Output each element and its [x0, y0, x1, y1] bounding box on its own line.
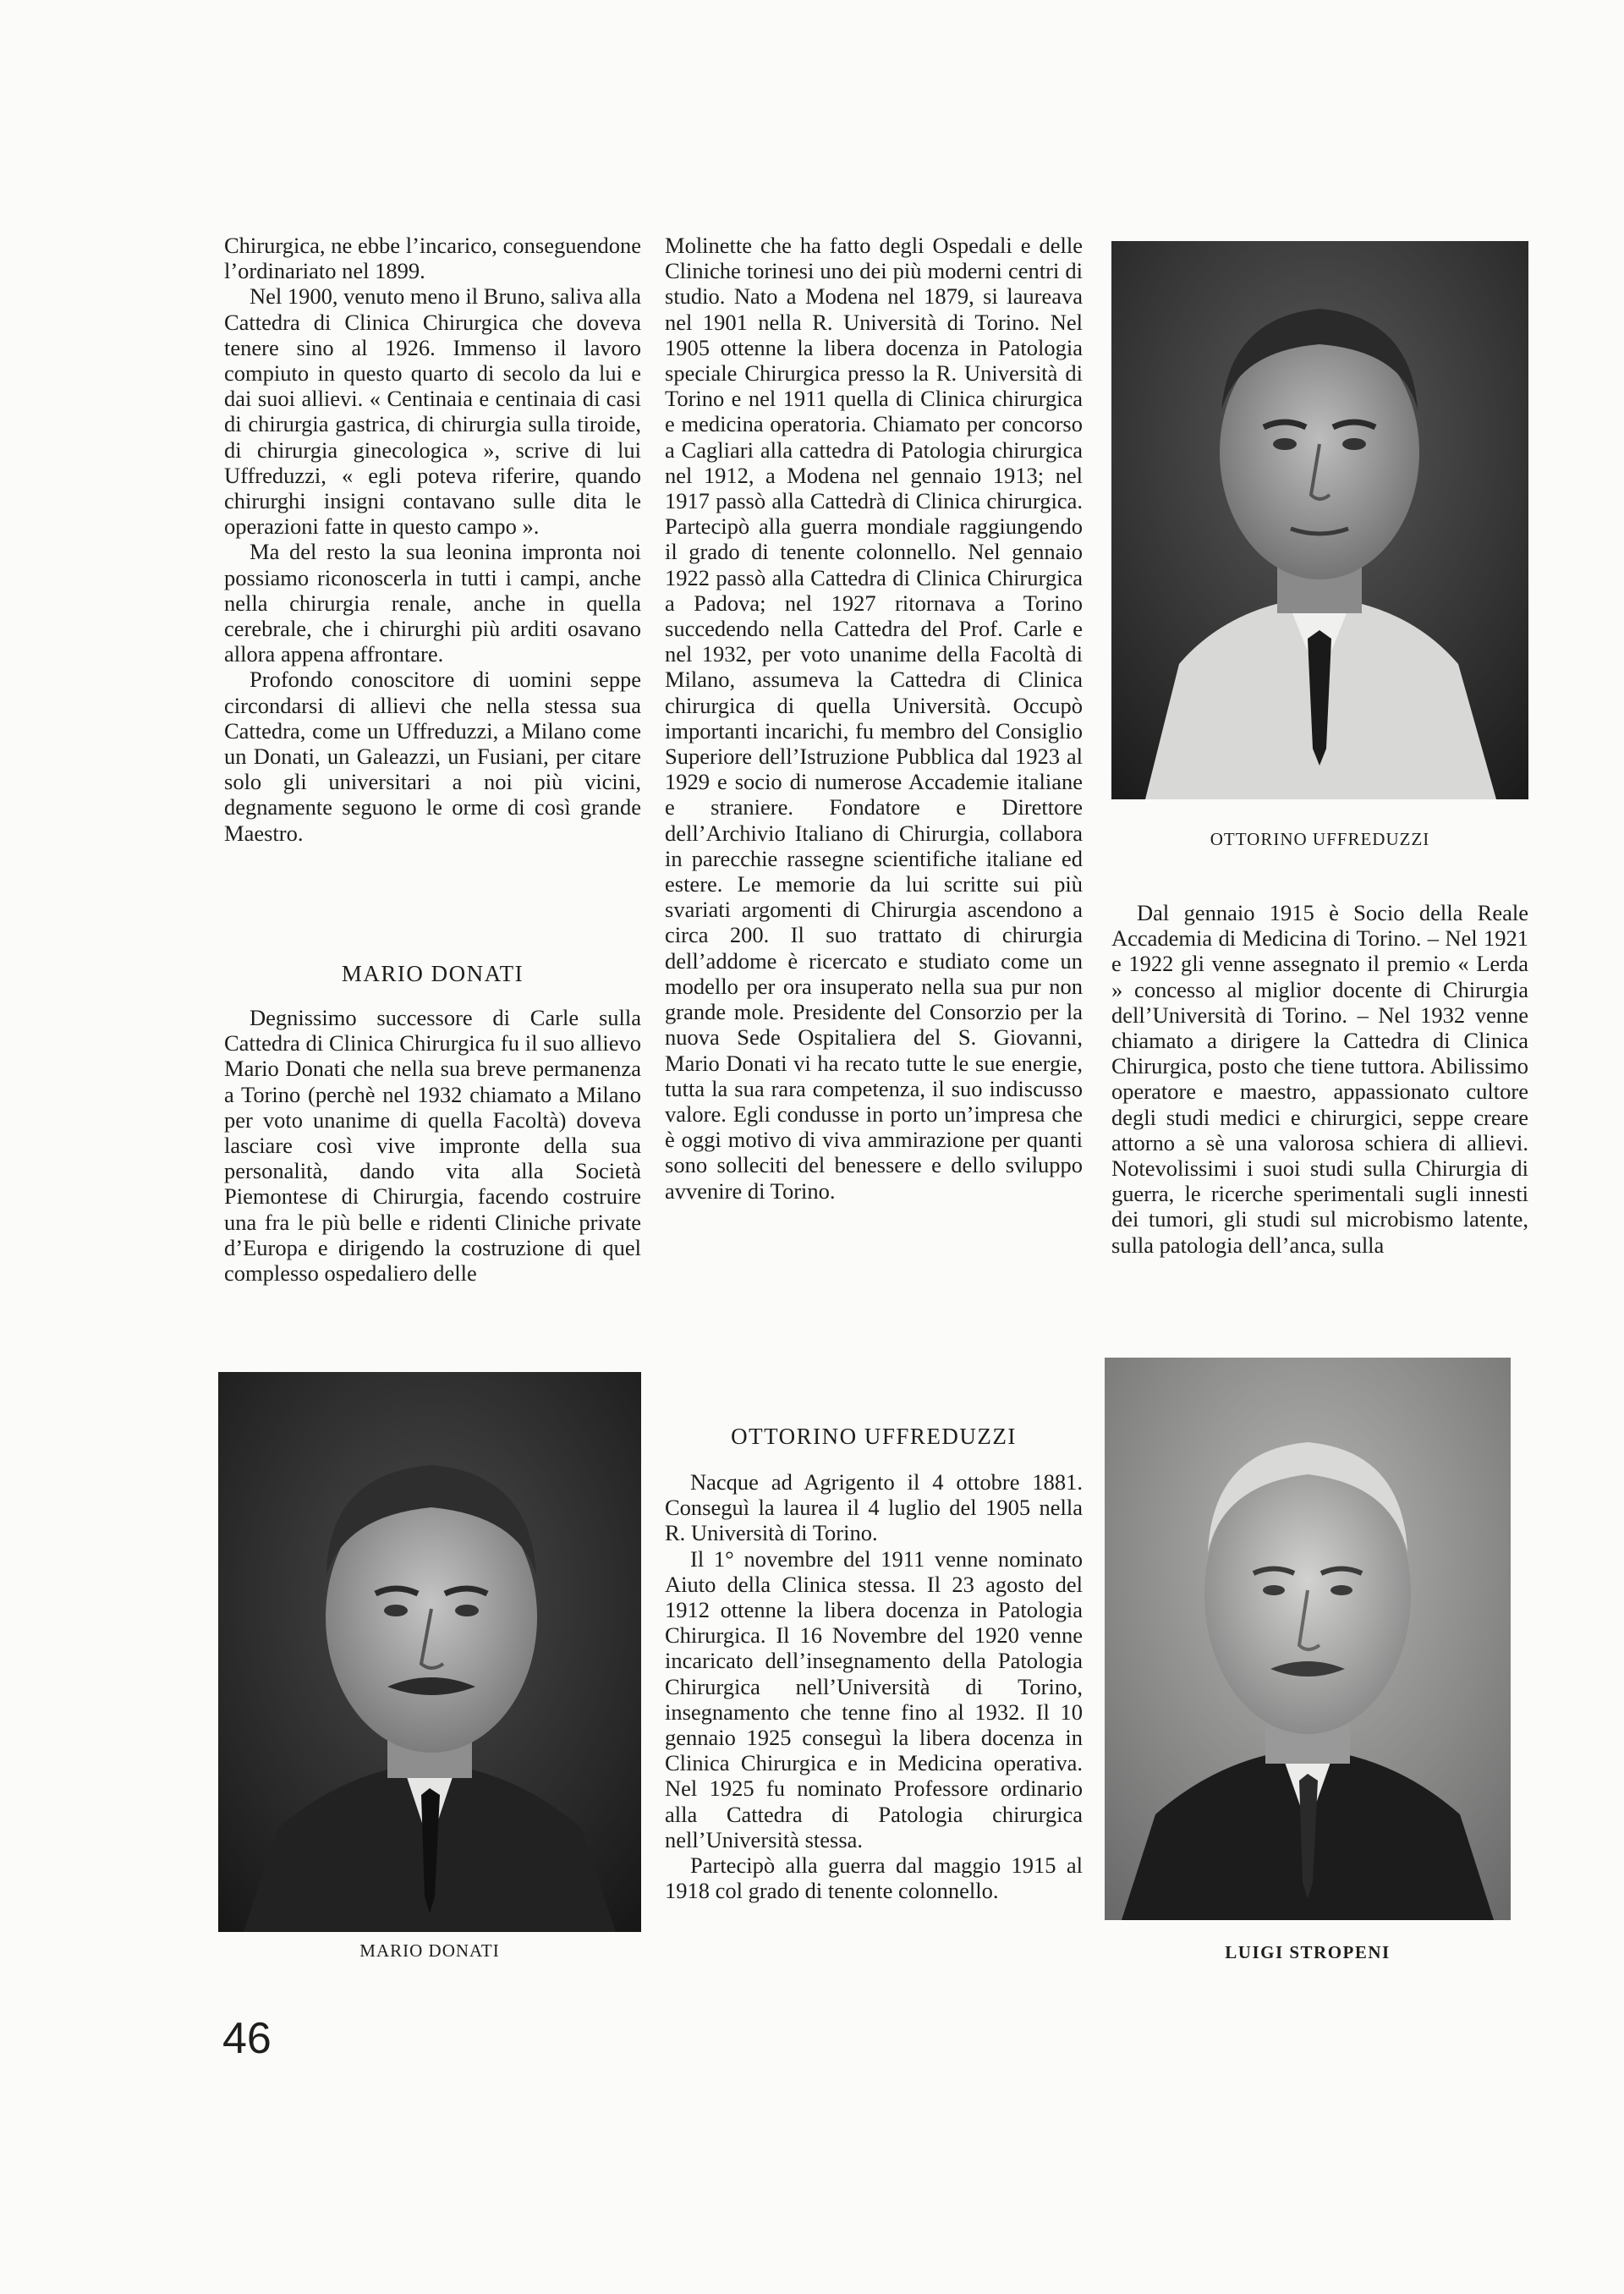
portrait-image [1111, 241, 1528, 799]
paragraph: Partecipò alla guerra dal maggio 1915 al 1918 col grado di tenente colonnello. [665, 1852, 1083, 1904]
section-heading-ottorino-uffreduzzi: OTTORINO UFFREDUZZI [731, 1424, 1017, 1449]
section-heading-mario-donati: MARIO DONATI [341, 961, 524, 986]
paragraph: Molinette che ha fatto degli Ospedali e delle Cliniche torinesi uno dei più moderni centri di studio. Nato a Modena nel 1879, si laureava nel 1901 nella R. Università di Torino. Nel 1905 ottenne la libera docenza in Patologia speciale Chirurgica presso la R. Università di Torino e nel 1911 quella di Clinica chirurgica e medicina operatoria. Chiamato per concorso a Cagliari alla cattedra di Patologia chirurgica nel 1912, a Modena nel gennaio 1913; nel 1917 passò alla Cattedrà di Clinica chirurgica. Partecipò alla guerra mondiale raggiungendo il grado di tenente colonnello. Nel gennaio 1922 passò alla Cattedra di Clinica Chirurgica a Padova; nel 1927 ritornava a Torino succedendo nella Cattedra del Prof. Carle e nel 1932, per voto unanime della Facoltà di Milano, assumeva la Cattedra di Clinica chirurgica di quella Università. Occupò importanti incarichi, fu membro del Consiglio Superiore dell’Istruzione Pubblica dal 1923 al 1929 e socio di numerose Accademie italiane e straniere. Fondatore e Direttore dell’Archivio Italiano di Chirurgia, collabora in parecchie rassegne scientifiche italiane ed estere. Le memorie da lui scritte sui più svariati argomenti di Chirurgia ascendono a circa 200. Il suo trattato di chirurgia dell’addome è ricercato e studiato come un modello per ora insuperato nella sua pur non grande mole. Presidente del Consorzio per la nuova Sede Ospitaliera del S. Giovanni, Mario Donati vi ha recato tutte le sue energie, tutta la sua rara competenza, il suo indiscusso valore. Egli condusse in porto un’impresa che è oggi motivo di viva ammirazione per quanti sono sollecitі del benessere e dello sviluppo avvenire di Torino. [665, 233, 1083, 1204]
portrait-image [218, 1372, 641, 1932]
portrait-image [1105, 1358, 1511, 1920]
paragraph: Nel 1900, venuto meno il Bruno, saliva alla Cattedra di Clinica Chirurgica che doveva tenere sino al 1926. Immenso il lavoro compiuto in questo quarto di secolo da lui e dai suoi allievi. « Centinaia e centinaia di casi di chirurgia gastrica, di chirurgia sulla tiroide, di chirurgia ginecologica », scrive di lui Uffreduzzi, « egli poteva riferire, quando chirurghi insigni contavano sulle dita le operazioni fatte in questo campo ». [224, 283, 641, 540]
text-column-middle-upper [665, 233, 1083, 1204]
text-column-right [1111, 900, 1528, 1258]
paragraph: Profondo conoscitore di uomini seppe circondarsi di allievi che nella stessa sua Cattedra, come un Uffreduzzi, a Milano come un Donati, un Galeazzi, un Fusiani, per citare solo gli universitari a noi più vicini, degnamente seguono le orme di così grande Maestro. [224, 667, 641, 846]
portrait-photo-ottorino-uffreduzzi [1111, 241, 1528, 799]
photo-caption-mario-donati: MARIO DONATI [359, 1940, 500, 1961]
paragraph: Nacque ad Agrigento il 4 ottobre 1881. Conseguì la laurea il 4 luglio del 1905 nella R. Università di Torino. [665, 1469, 1083, 1546]
portrait-photo-luigi-stropeni [1105, 1358, 1511, 1920]
paragraph: Il 1° novembre del 1911 venne nominato Aiuto della Clinica stessa. Il 23 agosto del 1912 ottenne la libera docenza in Patologia Chirurgica. Il 16 Novembre del 1920 venne incaricato dell’insegnamento della Patologia Chirurgica nell’Università di Torino, insegnamento che tenne fino al 1932. Il 10 gennaio 1925 conseguì la libera docenza in Clinica Chirurgica e in Medicina operativa. Nel 1925 fu nominato Professore ordinario alla Cattedra di Patologia chirurgica nell’Università stessa. [665, 1545, 1083, 1852]
page-number: 46 [222, 2014, 272, 2063]
text-column-left-lower [224, 1005, 641, 1286]
photo-caption-luigi-stropeni: LUIGI STROPENI [1225, 1942, 1391, 1962]
paragraph: Ma del resto la sua leonina impronta noi possiamo riconoscerla in tutti i campi, anche nella chirurgia renale, anche in quella cerebrale, che i chirurghi più arditi osavano allora appena affrontare. [224, 539, 641, 667]
photo-caption-ottorino-uffreduzzi: OTTORINO UFFREDUZZI [1210, 829, 1430, 849]
text-column-middle-lower [665, 1469, 1083, 1903]
portrait-photo-mario-donati [218, 1372, 641, 1932]
paragraph: Dal gennaio 1915 è Socio della Reale Accademia di Medicina di Torino. – Nel 1921 e 1922 gli venne assegnato il premio « Lerda » concesso al miglior docente di Chirurgia dell’Università di Torino. – Nel 1932 venne chiamato a dirigere la Cattedra di Clinica Chirurgica, posto che tiene tuttora. Abilissimo operatore e maestro, appassionato cultore degli studi medici e chirurgici, seppe creare attorno a sè una valorosa schiera di allievi. Notevolissimi i suoi studi sulla Chirurgia di guerra, le ricerche sperimentali sugli innesti dei tumori, gli studi sul microbismo latente, sulla patologia dell’anca, sulla [1111, 900, 1528, 1258]
text-column-left-upper [224, 233, 641, 846]
paragraph: Degnissimo successore di Carle sulla Cattedra di Clinica Chirurgica fu il suo allievo Mario Donati che nella sua breve permanenza a Torino (perchè nel 1932 chiamato a Milano per voto unanime di quella Facoltà) doveva lasciare così vive impronte della sua personalità, dando vita alla Società Piemontese di Chirurgia, facendo costruire una fra le più belle e ridenti Cliniche private d’Europa e dirigendo la costruzione di quel complesso ospedaliero delle [224, 1005, 641, 1287]
paragraph: Chirurgica, ne ebbe l’incarico, conseguendone l’ordinariato nel 1899. [224, 233, 641, 284]
